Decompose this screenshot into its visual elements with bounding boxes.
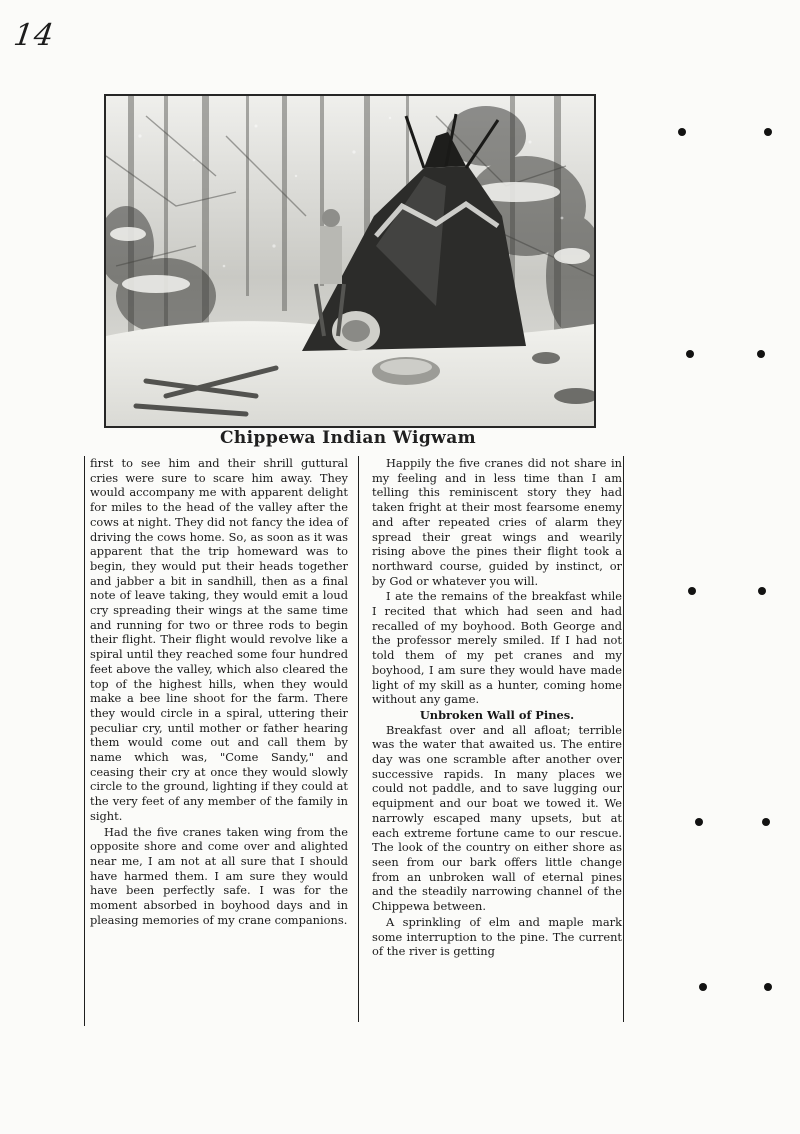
binder-hole-mark	[678, 128, 686, 136]
article-paragraph: Happily the five cranes did not share in my feeling and in less time than I am telling this reminiscent story they had taken fright at their most fearsome enemy and after repeated cries of alarm they spread their great wings and wearily rising above the pines their flight took a northward course, guided by instinct, or by God or whatever you will.	[372, 456, 622, 588]
binder-hole-mark	[686, 350, 694, 358]
article-subhead: Unbroken Wall of Pines.	[419, 707, 575, 722]
newspaper-clipping	[80, 78, 628, 1034]
binder-hole-mark	[699, 983, 707, 991]
article-paragraph: A sprinkling of elm and maple mark some interruption to the pine. The current of the river is getting	[372, 914, 622, 959]
binder-hole-mark	[695, 818, 703, 826]
wigwam-photo	[104, 94, 596, 428]
binder-hole-mark	[764, 128, 772, 136]
article-paragraph: Had the five cranes taken wing from the opposite shore and come over and alighted near me, I am not at all sure that I should have harmed them. I am sure they would have been perfectly safe. I was for the moment absorbed in boyhood days and in pleasing memories of my crane companions.	[90, 824, 348, 927]
binder-hole-mark	[757, 350, 765, 358]
article-paragraph: first to see him and their shrill guttural cries were sure to scare him away. They would accompany me with apparent delight for miles to the head of the valley after the cows at night. They did not fancy the idea of driving the cows home. So, as soon as it was apparent that the trip homeward was to begin, they would put their heads together and jabber a bit in sandhill, then as a final note of leave taking, they would emit a loud cry spreading their wings at the same time and running for two or three rods to begin their flight. Their flight would revolve like a spiral until they reached some four hundred feet above the valley, which also cleared the top of the highest hills, when they would make a bee line shoot for the farm. There they would circle in a spiral, uttering their peculiar cry, until mother or father hearing them would come out and call them by name which was, "Come Sandy," and ceasing their cry at once they would slowly circle to the ground, lighting if they could at the very feet of any member of the family in sight.	[90, 456, 348, 823]
article-paragraph: I ate the remains of the breakfast while I recited that which had seen and had recalled of my boyhood. Both George and the professor merely smiled. If I had not told them of my pet cranes and my boyhood, I am sure they would have made light of my skill as a hunter, coming home without any game.	[372, 589, 622, 707]
article-right-column	[372, 456, 622, 1022]
binder-hole-mark	[762, 818, 770, 826]
article-left-column	[80, 456, 348, 1032]
article-paragraph: Breakfast over and all afloat; terrible was the water that awaited us. The entire day was one scramble after another over successive rapids. In many places we could not paddle, and to save lugging our equipment and our boat we towed it. We narrowly escaped many upsets, but at each extreme fortune came to our rescue. The look of the country on either shore as seen from our bark offers little change from an unbroken wall of eternal pines and the steadily narrowing channel of the Chippewa between.	[372, 722, 622, 914]
binder-hole-mark	[764, 983, 772, 991]
page-number: 14	[11, 18, 57, 53]
binder-hole-mark	[758, 587, 766, 595]
photo-caption: Chippewa Indian Wigwam	[219, 428, 477, 448]
wigwam-photo-image	[106, 96, 594, 426]
column-divider-rule	[358, 456, 359, 1022]
binder-hole-mark	[688, 587, 696, 595]
right-column-rule	[623, 456, 624, 1022]
